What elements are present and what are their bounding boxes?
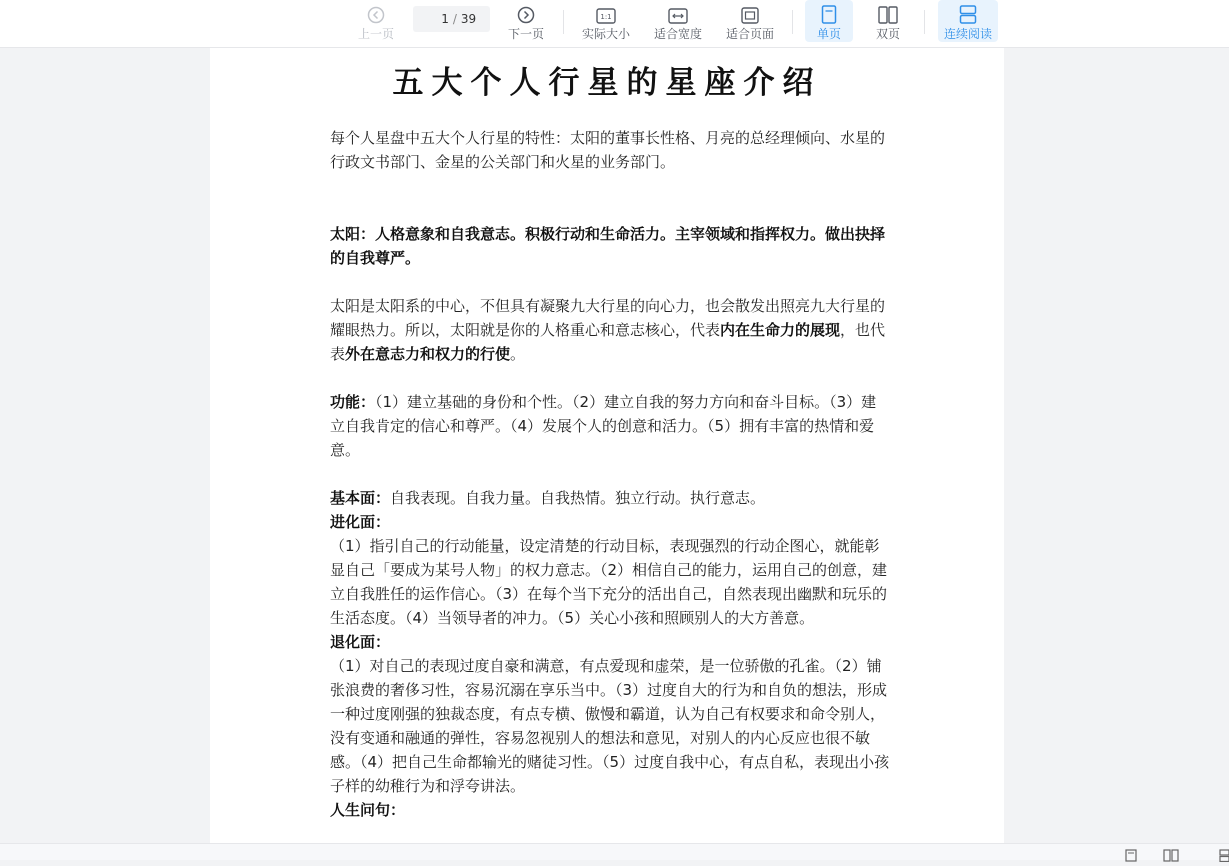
double-page-label: 双页 — [875, 27, 900, 41]
fit-width-button[interactable] — [650, 0, 706, 44]
basic-paragraph — [330, 486, 890, 510]
sun-desc-bold: 内在生命力的展现 — [720, 321, 841, 339]
toolbar-divider — [792, 10, 793, 34]
continuous-read-button[interactable] — [938, 0, 998, 42]
function-label: 功能： — [330, 393, 376, 411]
next-page-button[interactable] — [505, 0, 547, 44]
evolve-label: 进化面： — [330, 513, 391, 531]
prev-page-button[interactable] — [355, 0, 397, 44]
toolbar-divider — [924, 10, 925, 34]
life-question-label: 人生问句： — [330, 801, 406, 819]
document-body — [330, 126, 890, 822]
regress-text: （1）对自己的表现过度自豪和满意，有点爱现和虚荣，是一位骄傲的孔雀。（2）铺张浪费的奢侈习性，容易沉溺在享乐当中。（3）过度自大的行为和自负的想法，形成一种过度刚强的独裁态度，有点专横、傲慢和霸道，认为自己有权要求和命令别人，没有变通和融通的弹性，容易忽视别人的想法和意见，对别人的内心反应也很不敏感。（4）把自己生命都输光的赌徒习性。（5）过度自我中心，有点自私，表现出小孩子样的幼稚行为和浮夸讲法。 — [330, 657, 890, 795]
fit-page-label: 适合页面 — [725, 27, 774, 41]
sun-description — [330, 294, 890, 366]
page-number-input[interactable] — [427, 12, 449, 26]
basic-text: 自我表现。自我力量。自我热情。独立行动。执行意志。 — [390, 489, 766, 507]
function-text: （1）建立基础的身份和个性。（2）建立自我的努力方向和奋斗目标。（3）建立自我肯定的信心和尊严。（4）发展个人的创意和活力。（5）拥有丰富的热情和爱意。 — [330, 393, 877, 459]
fit-width-icon — [668, 2, 688, 24]
regress-label: 退化面： — [330, 633, 391, 651]
double-page-icon — [878, 2, 898, 24]
next-page-label: 下一页 — [507, 27, 544, 41]
document-title: 五大个人行星的星座介绍 — [392, 65, 822, 101]
fit-width-label: 适合宽度 — [653, 27, 702, 41]
evolve-text: （1）指引自己的行动能量，设定清楚的行动目标，表现强烈的行动企图心，就能彰显自己「要成为某号人物」的权力意志。（2）相信自己的能力，运用自己的创意，建立自我胜任的运作信心。（3）在每个当下充分的活出自己，自然表现出幽默和玩乐的生活态度。（4）当领导者的冲力。（5）关心小孩和照顾别人的大方善意。 — [330, 537, 888, 627]
document-page — [210, 48, 1004, 859]
sun-desc-bold: 外在意志力和权力的行使 — [345, 345, 511, 363]
page-total: 39 — [460, 12, 477, 26]
double-page-button[interactable] — [866, 0, 910, 44]
single-page-icon — [821, 2, 837, 24]
fit-page-button[interactable] — [722, 0, 778, 44]
single-page-status-icon[interactable] — [1125, 847, 1137, 866]
prev-page-icon — [367, 2, 385, 24]
actual-size-icon — [596, 2, 616, 24]
next-page-icon — [517, 2, 535, 24]
sun-desc-text: ，也代表 — [330, 321, 886, 363]
status-bar — [0, 843, 1229, 860]
continuous-read-icon — [959, 2, 977, 24]
intro-paragraph: 每个人星盘中五大个人行星的特性：太阳的董事长性格、月亮的总经理倾向、水星的行政文书部门、金星的公关部门和火星的业务部门。 — [330, 129, 886, 171]
single-page-label: 单页 — [816, 27, 841, 41]
toolbar-divider — [563, 10, 564, 34]
prev-page-label: 上一页 — [357, 27, 394, 41]
fit-page-icon — [741, 2, 759, 24]
double-page-status-icon[interactable] — [1163, 847, 1179, 866]
page-indicator — [413, 6, 490, 32]
continuous-read-label: 连续阅读 — [943, 27, 992, 41]
actual-size-button[interactable] — [578, 0, 634, 44]
single-page-button[interactable] — [805, 0, 853, 42]
page-separator: / — [452, 12, 457, 26]
actual-size-label: 实际大小 — [581, 27, 630, 41]
continuous-status-icon[interactable] — [1219, 847, 1229, 866]
svg-text:1:1: 1:1 — [600, 13, 612, 21]
sun-desc-text: 太阳是太阳系的中心，不但具有凝聚九大行星的向心力，也会散发出照亮九大行星的耀眼热力。所以，太阳就是你的人格重心和意志核心，代表 — [330, 297, 886, 339]
toolbar — [0, 0, 1229, 48]
basic-label: 基本面： — [330, 489, 391, 507]
sun-heading: 太阳：人格意象和自我意志。积极行动和生命活力。主宰领域和指挥权力。做出抉择的自我尊严。 — [330, 225, 886, 267]
function-paragraph — [330, 390, 890, 462]
sun-desc-text: 。 — [510, 345, 526, 363]
